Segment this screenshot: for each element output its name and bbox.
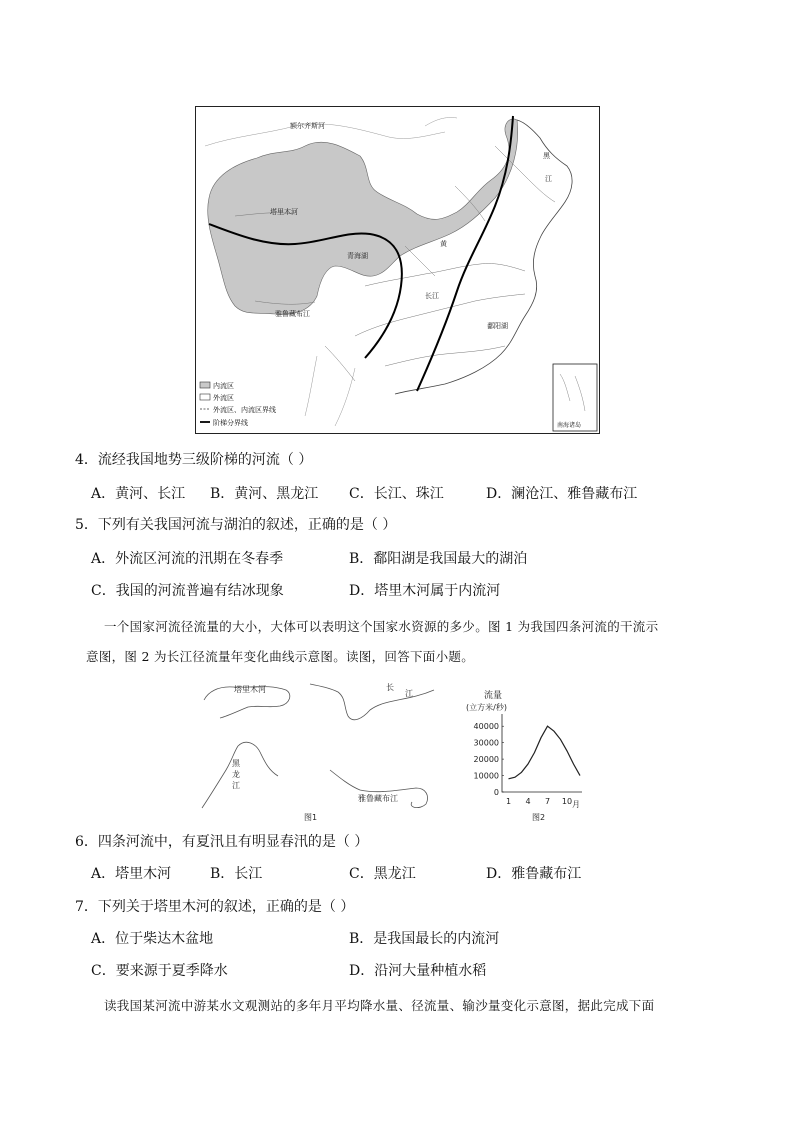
question-5 [75,515,396,535]
chart-xtick-label: 4 [525,797,531,806]
intro-paragraph-line2: 意图，图 2 为长江径流量年变化曲线示意图。读图，回答下面小题。 [86,649,475,664]
fig1-label-long: 龙 [232,770,240,779]
question-stem: 流经我国地势三级阶梯的河流（ ） [97,452,313,468]
q7-option-b[interactable]: B．是我国最长的内流河 [349,931,500,947]
q6-option-a[interactable]: A．塔里木河 [91,866,172,882]
map-svg [195,106,600,434]
legend-inland: 内流区 [213,382,234,390]
fig1-label-heilong-jiang: 江 [232,781,240,790]
legend-step: 阶梯分界线 [213,419,248,427]
question-stem: 下列有关我国河流与湖泊的叙述，正确的是（ ） [97,517,397,533]
figure-2-chart [462,688,602,823]
q6-option-b[interactable]: B．长江 [210,866,263,882]
q7-option-a[interactable]: A．位于柴达木盆地 [91,931,214,947]
label-heilong-2: 江 [545,175,552,183]
label-yarlung: 雅鲁藏布江 [275,310,310,318]
label-qinghai: 青海湖 [347,252,368,260]
chart-ytick-label: 10000 [473,771,499,781]
fig1-label-chang: 长 [386,683,394,692]
heilongjiang-river-line [202,742,278,808]
chart-xunit: 月 [572,800,580,809]
changjiang-river-line [310,684,434,720]
question-stem: 下列关于塔里木河的叙述，正确的是（ ） [97,899,355,915]
fig1-label-tarim: 塔里木河 [234,685,266,694]
chart-ylabel: 流量 [484,691,503,701]
intro-paragraph-line1: 一个国家河流径流量的大小，大体可以表明这个国家水资源的多少。图 1 为我国四条河流的干流示 [104,619,659,634]
q5-option-a[interactable]: A．外流区河流的汛期在冬春季 [91,551,284,567]
figure-1-svg [198,678,448,823]
chart-xtick-label: 7 [544,797,551,806]
q7-option-c[interactable]: C．要来源于夏季降水 [91,963,228,979]
chart-series-line [509,726,581,779]
chart-xtick-label: 10 [561,797,573,806]
label-heilong-1: 黑 [543,152,550,160]
q4-option-b[interactable]: B．黄河、黑龙江 [210,486,319,502]
q4-option-a[interactable]: A．黄河、长江 [91,486,186,502]
label-eerqisi: 额尔齐斯河 [290,122,325,130]
chart-ytick-label: 30000 [473,738,499,748]
final-paragraph: 读我国某河流中游某水文观测站的多年月平均降水量、径流量、输沙量变化示意图，据此完成下面 [104,998,655,1013]
fig1-caption: 图1 [304,813,318,822]
china-river-map [195,106,600,434]
question-stem: 四条河流中，有夏汛且有明显春汛的是（ ） [97,834,369,850]
fig1-label-jiang: 江 [405,689,413,698]
question-number: 7． [75,899,98,915]
q4-option-c[interactable]: C．长江、珠江 [349,486,444,502]
chart-caption: 图2 [532,813,546,822]
q5-option-d[interactable]: D．塔里木河属于内流河 [349,583,501,599]
q5-option-b[interactable]: B．鄱阳湖是我国最大的湖泊 [349,551,528,567]
fig1-label-yarlung: 雅鲁藏布江 [358,794,398,803]
legend-outflow: 外流区 [213,394,234,402]
legend-boundary: 外流区、内流区界线 [213,406,276,414]
south-china-sea-inset [553,364,597,431]
chart-ytick-label: 20000 [473,755,499,765]
chart-yunit: (立方米/秒) [466,703,507,712]
figure-1-rivers [198,678,448,823]
label-huanghe: 黄 [440,240,447,248]
question-4 [75,450,312,470]
label-changjiang: 长江 [425,292,439,300]
q6-option-d[interactable]: D．雅鲁藏布江 [486,866,582,882]
chart-axes [502,714,582,792]
question-number: 4． [75,452,98,468]
q6-option-c[interactable]: C．黑龙江 [349,866,416,882]
question-number: 6． [75,834,98,850]
q7-option-d[interactable]: D．沿河大量种植水稻 [349,963,487,979]
question-7 [75,897,354,917]
label-tarim: 塔里木河 [270,208,298,216]
chart-ytick-label: 0 [493,788,499,797]
q5-option-c[interactable]: C．我国的河流普遍有结冰现象 [91,583,284,599]
q4-option-d[interactable]: D．澜沧江、雅鲁藏布江 [486,486,638,502]
chart-ytick-label: 40000 [473,722,499,732]
chart-svg [462,688,602,823]
chart-xtick-label: 1 [505,797,512,806]
inset-label: 南海诸岛 [557,422,582,429]
fig1-label-hei: 黑 [232,759,240,768]
question-number: 5． [75,517,98,533]
question-6 [75,832,368,852]
label-poyang: 鄱阳湖 [487,322,508,330]
